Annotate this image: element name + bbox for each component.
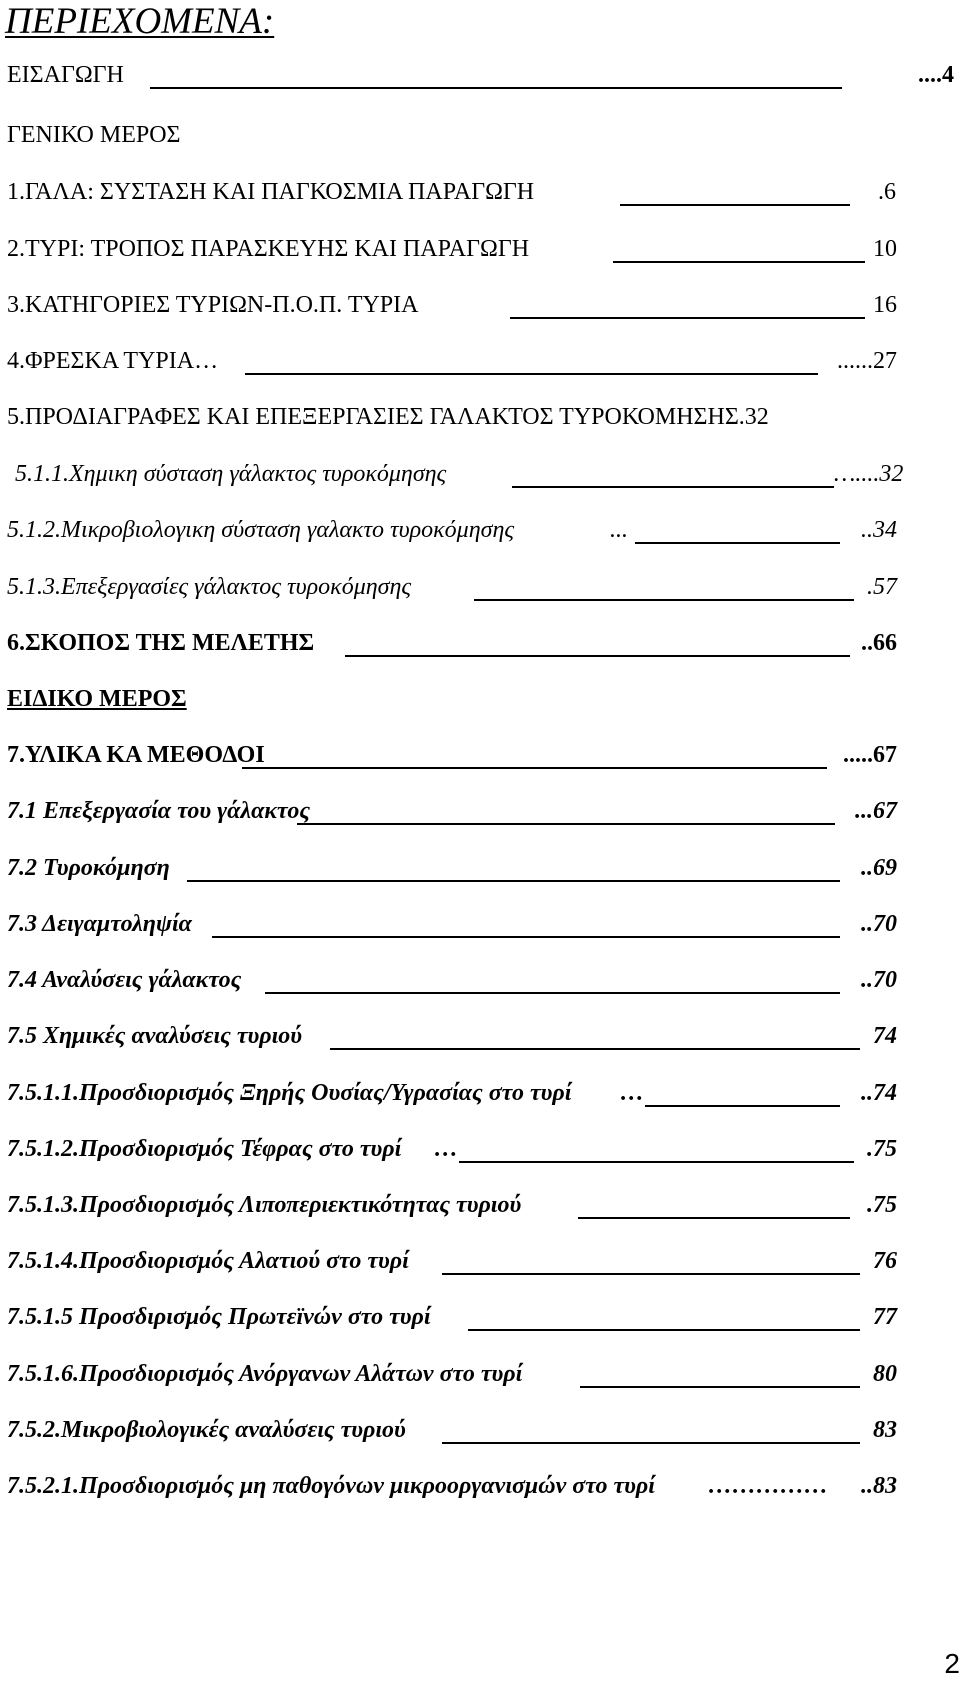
toc-entry-label: 7.2 Τυροκόμηση [7,855,170,881]
toc-entry-5-1-2[interactable] [0,517,960,553]
toc-leader-line [265,992,840,994]
toc-entry-label: 5.1.2.Μικροβιολογικη σύσταση γαλακτο τυροκόμησης [7,517,515,543]
toc-leader-line [459,1161,854,1163]
toc-entry-page: 76 [873,1248,897,1274]
toc-entry-page: .75 [867,1136,897,1162]
toc-entry-label: ΕΙΔΙΚΟ ΜΕΡΟΣ [7,686,187,712]
toc-entry-label: 7.5.2.1.Προσδιορισμός μη παθογόνων μικροοργανισμών στο τυρί [7,1473,655,1499]
toc-entry-page: ..69 [861,855,897,881]
toc-leader-line [510,317,865,319]
toc-entry-page: ...67 [855,798,897,824]
toc-entry-label: 2.ΤΥΡΙ: ΤΡΟΠΟΣ ΠΑΡΑΣΚΕΥΗΣ ΚΑΙ ΠΑΡΑΓΩΓΗ [7,236,530,262]
toc-entry-label: 6.ΣΚΟΠΟΣ ΤΗΣ ΜΕΛΕΤΗΣ [7,630,315,656]
toc-leader-line [242,767,827,769]
toc-leader-line [645,1105,840,1107]
toc-entry-introduction[interactable] [0,62,960,98]
toc-leader-line [635,542,840,544]
toc-entry-page: 10 [873,236,897,262]
toc-leader-line [330,1048,860,1050]
toc-entry-chapter-1[interactable] [0,179,960,215]
toc-leader-line [245,373,818,375]
toc-entry-label: 7.5.1.2.Προσδιορισμός Τέφρας στο τυρί [7,1136,402,1162]
toc-entry-dots: …………… [708,1473,828,1499]
toc-entry-page: …....32 [834,461,904,487]
toc-entry-page: .57 [867,574,897,600]
toc-leader-line [578,1217,850,1219]
page-title: ΠΕΡΙΕΧΟΜΕΝΑ: [5,1,275,42]
toc-entry-dots: … [434,1136,458,1162]
toc-entry-page: 16 [873,292,897,318]
toc-entry-page: ..70 [861,967,897,993]
toc-entry-page: ....4 [918,62,954,88]
toc-entry-dots: … [620,1080,644,1106]
toc-entry-7-5-2[interactable] [0,1417,960,1453]
toc-entry-7-5-1-4[interactable] [0,1248,960,1284]
toc-entry-label: 7.5.1.6.Προσδιορισμός Ανόργανων Αλάτων στο τυρί [7,1361,523,1387]
toc-section-special[interactable] [0,686,960,722]
toc-entry-label: 7.5.1.5 Προσδιρισμός Πρωτεϊνών στο τυρί [7,1304,431,1330]
toc-entry-label: 3.ΚΑΤΗΓΟΡΙΕΣ ΤΥΡΙΩΝ-Π.Ο.Π. ΤΥΡΙΑ [7,292,419,318]
toc-entry-7-5-1-2[interactable] [0,1136,960,1172]
toc-entry-label: 5.ΠΡΟΔΙΑΓΡΑΦΕΣ ΚΑΙ ΕΠΕΞΕΡΓΑΣΙΕΣ ΓΑΛΑΚΤΟΣ ΤΥΡΟΚΟΜΗΣΗΣ.32 [7,404,769,430]
toc-leader-line [580,1386,860,1388]
toc-leader-line [442,1442,860,1444]
toc-entry-chapter-3[interactable] [0,292,960,328]
toc-entry-5-1-3[interactable] [0,574,960,610]
toc-entry-chapter-6[interactable] [0,630,960,666]
toc-leader-line [187,880,840,882]
toc-entry-label: ΓΕΝΙΚΟ ΜΕΡΟΣ [7,122,181,148]
toc-leader-line [512,486,834,488]
toc-entry-chapter-7[interactable] [0,742,960,778]
toc-entry-label: 5.1.3.Επεξεργασίες γάλακτος τυροκόμησης [7,574,412,600]
toc-entry-label: 7.5 Χημικές αναλύσεις τυριού [7,1023,303,1049]
toc-leader-line [150,87,842,89]
toc-entry-7-4[interactable] [0,967,960,1003]
toc-entry-page: .....67 [843,742,897,768]
toc-leader-line [468,1329,860,1331]
toc-entry-label: 7.5.1.4.Προσδιορισμός Αλατιού στο τυρί [7,1248,409,1274]
toc-entry-page: ..74 [861,1080,897,1106]
toc-entry-page: ..34 [861,517,897,543]
toc-entry-7-5-2-1[interactable] [0,1473,960,1509]
toc-entry-page: .6 [878,179,896,205]
toc-entry-label: 7.ΥΛΙΚΑ ΚΑ ΜΕΘΟΔΟΙ [7,742,265,768]
page-number: 2 [944,1648,960,1679]
toc-leader-line [620,204,850,206]
toc-section-general[interactable] [0,122,960,158]
toc-entry-7-2[interactable] [0,855,960,891]
toc-entry-7-3[interactable] [0,911,960,947]
toc-entry-7-5-1-5[interactable] [0,1304,960,1340]
toc-entry-chapter-2[interactable] [0,236,960,272]
toc-entry-page: .75 [867,1192,897,1218]
toc-leader-line [212,936,840,938]
toc-entry-page: 77 [873,1304,897,1330]
toc-entry-page: ..83 [861,1473,897,1499]
toc-entry-dots: ... [610,517,628,543]
toc-entry-label: 4.ΦΡΕΣΚΑ ΤΥΡΙΑ… [7,348,219,374]
toc-entry-page: ..70 [861,911,897,937]
toc-entry-label: 7.1 Επεξεργασία του γάλακτος [7,798,311,824]
toc-entry-page: 74 [873,1023,897,1049]
toc-entry-label: 7.5.1.3.Προσδιορισμός Λιποπεριεκτικότητας τυριού [7,1192,522,1218]
toc-entry-label: ΕΙΣΑΓΩΓΗ [7,62,124,88]
toc-entry-chapter-4[interactable] [0,348,960,384]
toc-leader-line [297,823,835,825]
toc-entry-label: 7.4 Αναλύσεις γάλακτος [7,967,242,993]
toc-entry-7-5-1-1[interactable] [0,1080,960,1116]
toc-entry-page: 83 [873,1417,897,1443]
toc-leader-line [613,261,865,263]
toc-leader-line [474,599,854,601]
toc-entry-label: 7.5.1.1.Προσδιορισμός Ξηρής Ουσίας/Υγρασίας στο τυρί [7,1080,572,1106]
toc-entry-page: 80 [873,1361,897,1387]
toc-entry-chapter-5[interactable] [0,404,960,440]
toc-entry-label: 5.1.1.Χημικη σύσταση γάλακτος τυροκόμησης [15,461,447,487]
toc-leader-line [345,655,850,657]
toc-entry-7-5-1-6[interactable] [0,1361,960,1397]
toc-entry-page: ......27 [837,348,897,374]
toc-entry-5-1-1[interactable] [0,461,960,497]
toc-entry-label: 7.3 Δειγαμτοληψία [7,911,192,937]
toc-entry-label: 1.ΓΑΛΑ: ΣΥΣΤΑΣΗ ΚΑΙ ΠΑΓΚΟΣΜΙΑ ΠΑΡΑΓΩΓΗ [7,179,535,205]
toc-entry-page: ..66 [861,630,897,656]
toc-leader-line [442,1273,860,1275]
toc-entry-label: 7.5.2.Μικροβιολογικές αναλύσεις τυριού [7,1417,406,1443]
toc-entry-7-1[interactable] [0,798,960,834]
toc-entry-7-5[interactable] [0,1023,960,1059]
toc-entry-7-5-1-3[interactable] [0,1192,960,1228]
